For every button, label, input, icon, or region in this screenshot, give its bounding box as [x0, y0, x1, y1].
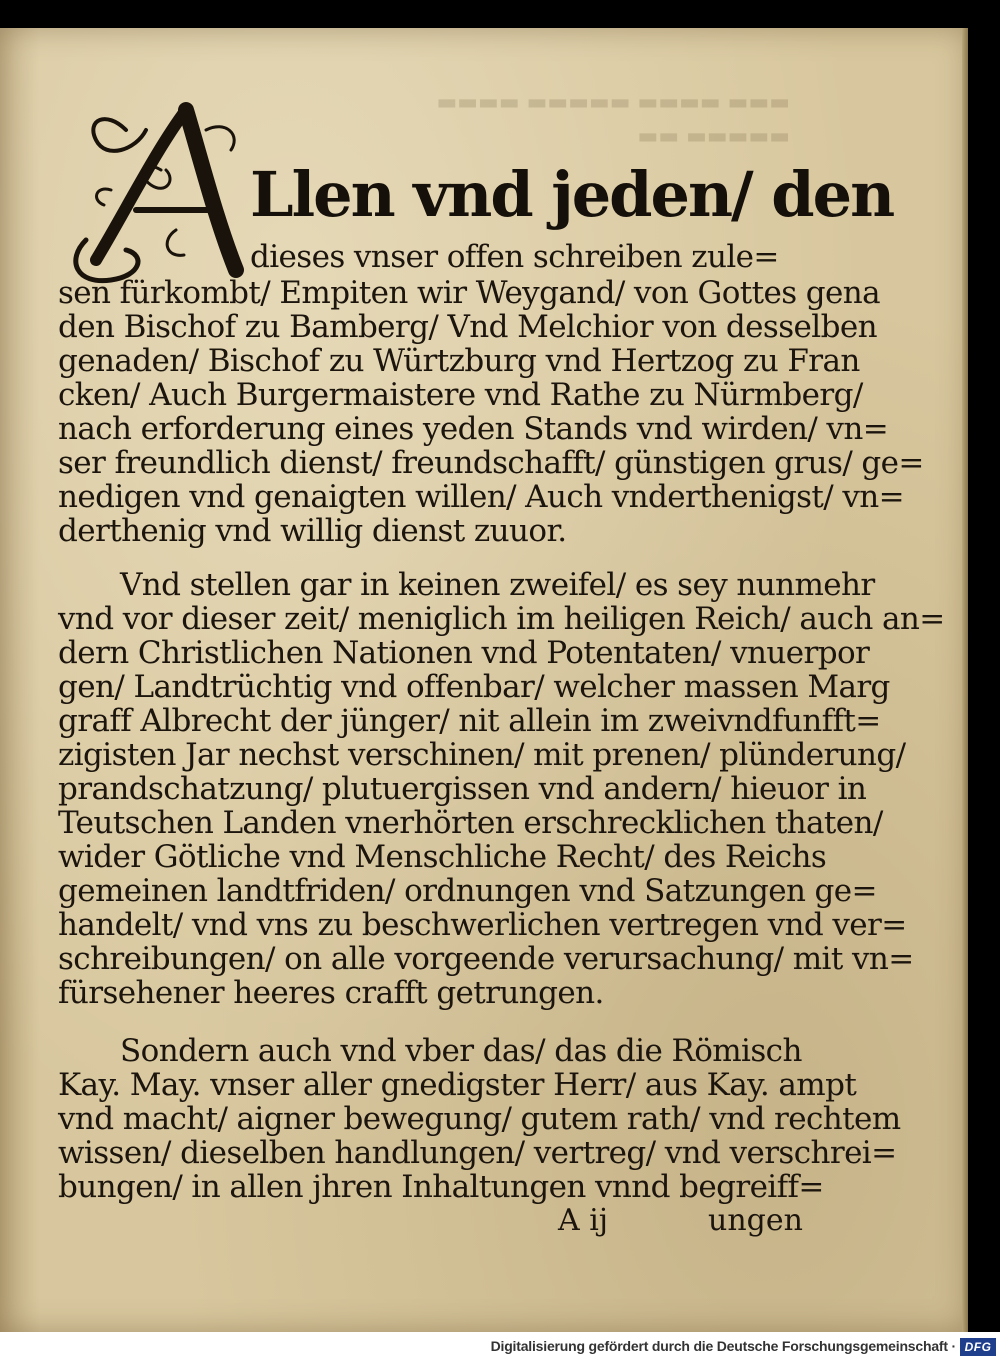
footer-bar — [0, 1332, 1000, 1363]
text-line: nedigen vnd genaigten willen/ Auch vnderthenigst/ vn= — [58, 479, 904, 515]
text-line: vnd vor dieser zeit/ meniglich im heiligen Reich/ auch an= — [58, 601, 945, 637]
text-line: wissen/ dieselben handlungen/ vertreg/ vnd verschrei= — [58, 1135, 897, 1171]
signature-mark: A ij — [558, 1203, 609, 1238]
text-line: derthenig vnd willig dienst zuuor. — [58, 513, 567, 549]
ornamental-initial-a — [66, 90, 252, 286]
scanned-page — [0, 28, 968, 1332]
text-line: bungen/ in allen jhren Inhaltungen vnnd begreiff= — [58, 1169, 824, 1205]
text-line: zigisten Jar nechst verschinen/ mit prenen/ plünderung/ — [58, 737, 906, 773]
text-line: handelt/ vnd vns zu beschwerlichen vertregen vnd ver= — [58, 907, 907, 943]
dfg-logo[interactable]: DFG — [960, 1338, 996, 1356]
text-line: Teutschen Landen vnerhörten erschrecklichen thaten/ — [58, 805, 883, 841]
text-line: gen/ Landtrüchtig vnd offenbar/ welcher massen Marg — [58, 669, 890, 705]
text-line: schreibungen/ on alle vorgeende verursachung/ mit vn= — [58, 941, 914, 977]
text-line: sen fürkombt/ Empiten wir Weygand/ von Gottes gena — [58, 275, 881, 311]
text-line: gemeinen landtfriden/ ordnungen vnd Satzungen ge= — [58, 873, 877, 909]
text-line: cken/ Auch Burgermaistere vnd Rathe zu Nürmberg/ — [58, 377, 863, 413]
bleed-through-text: ▬▬▬ ▬▬▬▬ ▬▬▬▬▬ ▬▬▬▬ ▬▬▬▬▬ ▬▬ — [436, 90, 790, 149]
text-line: prandschatzung/ plutuergissen vnd andern/ hieuor in — [58, 771, 867, 807]
page-edge — [962, 28, 968, 1332]
opening-words: Llen vnd jeden/ den — [250, 158, 894, 231]
text-line: Sondern auch vnd vber das/ das die Römisch — [120, 1033, 802, 1069]
text-line: graff Albrecht der jünger/ nit allein im zweivndfunfft= — [58, 703, 881, 739]
catchword: ungen — [708, 1203, 803, 1238]
text-line: wider Götliche vnd Menschliche Recht/ des Reichs — [58, 839, 827, 875]
text-line: genaden/ Bischof zu Würtzburg vnd Hertzog zu Fran — [58, 343, 860, 379]
text-line: ser freundlich dienst/ freundschafft/ günstigen grus/ ge= — [58, 445, 924, 481]
text-line: fürsehener heeres crafft getrungen. — [58, 975, 604, 1011]
text-line: Kay. May. vnser aller gnedigster Herr/ aus Kay. ampt — [58, 1067, 857, 1103]
text-line: dieses vnser offen schreiben zule= — [250, 239, 779, 275]
text-line: vnd macht/ aigner bewegung/ gutem rath/ vnd rechtem — [58, 1101, 901, 1137]
text-line: nach erforderung eines yeden Stands vnd wirden/ vn= — [58, 411, 889, 447]
funding-credit: Digitalisierung gefördert durch die Deutsche Forschungsgemeinschaft · — [490, 1338, 956, 1354]
text-line: den Bischof zu Bamberg/ Vnd Melchior von desselben — [58, 309, 877, 345]
text-line: dern Christlichen Nationen vnd Potentaten/ vnuerpor — [58, 635, 870, 671]
text-line: Vnd stellen gar in keinen zweifel/ es sey nunmehr — [120, 567, 875, 603]
